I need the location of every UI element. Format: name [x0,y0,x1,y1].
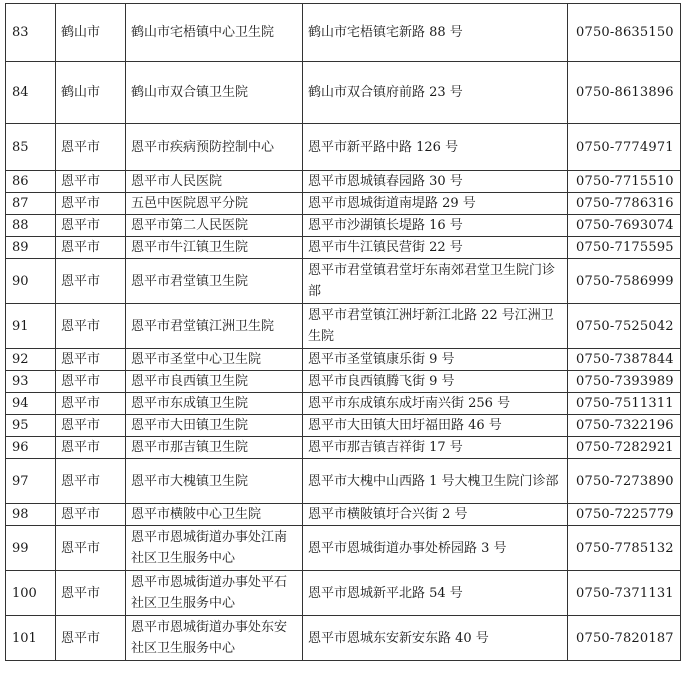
row-phone: 0750-8613896 [568,62,681,124]
row-city: 恩平市 [56,526,126,571]
row-address: 恩平市那吉镇吉祥街 17 号 [303,437,568,459]
row-phone: 0750-7785132 [568,526,681,571]
row-institution-name: 恩平市恩城街道办事处东安社区卫生服务中心 [126,616,303,661]
row-institution-name: 恩平市良西镇卫生院 [126,371,303,393]
row-number: 98 [6,504,56,526]
institutions-table [5,3,681,661]
table-row [6,459,681,504]
row-address: 恩平市沙湖镇长堤路 16 号 [303,215,568,237]
row-city: 恩平市 [56,304,126,349]
table-row [6,504,681,526]
table-body [6,4,681,661]
row-number: 101 [6,616,56,661]
row-city: 恩平市 [56,504,126,526]
row-phone: 0750-7387844 [568,349,681,371]
row-number: 93 [6,371,56,393]
row-institution-name: 恩平市人民医院 [126,171,303,193]
row-phone: 0750-7693074 [568,215,681,237]
row-phone: 0750-7393989 [568,371,681,393]
table-row [6,393,681,415]
row-address: 恩平市恩城街道办事处桥园路 3 号 [303,526,568,571]
table-row [6,215,681,237]
row-address: 鹤山市宅梧镇宅新路 88 号 [303,4,568,62]
row-city: 恩平市 [56,415,126,437]
row-city: 恩平市 [56,171,126,193]
row-city: 恩平市 [56,237,126,259]
row-number: 99 [6,526,56,571]
row-phone: 0750-7586999 [568,259,681,304]
row-institution-name: 鹤山市双合镇卫生院 [126,62,303,124]
row-institution-name: 五邑中医院恩平分院 [126,193,303,215]
row-city: 鹤山市 [56,62,126,124]
row-address: 恩平市牛江镇民营街 22 号 [303,237,568,259]
row-institution-name: 恩平市大槐镇卫生院 [126,459,303,504]
row-address: 恩平市大田镇大田圩福田路 46 号 [303,415,568,437]
row-institution-name: 恩平市横陂中心卫生院 [126,504,303,526]
row-institution-name: 恩平市牛江镇卫生院 [126,237,303,259]
table-row [6,349,681,371]
row-number: 96 [6,437,56,459]
table-row [6,437,681,459]
row-phone: 0750-7371131 [568,571,681,616]
table-row [6,237,681,259]
row-institution-name: 恩平市大田镇卫生院 [126,415,303,437]
row-phone: 0750-7525042 [568,304,681,349]
row-institution-name: 恩平市恩城街道办事处江南社区卫生服务中心 [126,526,303,571]
row-city: 恩平市 [56,371,126,393]
table-row [6,259,681,304]
table-row [6,62,681,124]
row-number: 97 [6,459,56,504]
row-phone: 0750-7774971 [568,124,681,171]
row-address: 恩平市恩城镇春园路 30 号 [303,171,568,193]
row-city: 恩平市 [56,437,126,459]
table-row [6,415,681,437]
row-institution-name: 恩平市疾病预防控制中心 [126,124,303,171]
row-phone: 0750-7282921 [568,437,681,459]
row-address: 恩平市恩城东安新安东路 40 号 [303,616,568,661]
table-row [6,193,681,215]
row-institution-name: 恩平市恩城街道办事处平石社区卫生服务中心 [126,571,303,616]
row-institution-name: 恩平市第二人民医院 [126,215,303,237]
row-phone: 0750-7820187 [568,616,681,661]
row-number: 95 [6,415,56,437]
row-institution-name: 恩平市东成镇卫生院 [126,393,303,415]
table-row [6,124,681,171]
row-address: 鹤山市双合镇府前路 23 号 [303,62,568,124]
row-city: 恩平市 [56,215,126,237]
row-number: 88 [6,215,56,237]
row-phone: 0750-7786316 [568,193,681,215]
row-city: 恩平市 [56,571,126,616]
table-row [6,4,681,62]
row-number: 87 [6,193,56,215]
row-number: 90 [6,259,56,304]
row-city: 恩平市 [56,393,126,415]
row-number: 92 [6,349,56,371]
row-institution-name: 恩平市那吉镇卫生院 [126,437,303,459]
row-number: 100 [6,571,56,616]
row-number: 85 [6,124,56,171]
row-address: 恩平市新平路中路 126 号 [303,124,568,171]
row-phone: 0750-7175595 [568,237,681,259]
row-address: 恩平市良西镇腾飞街 9 号 [303,371,568,393]
row-address: 恩平市横陂镇圩合兴街 2 号 [303,504,568,526]
row-city: 恩平市 [56,259,126,304]
row-institution-name: 恩平市君堂镇卫生院 [126,259,303,304]
row-phone: 0750-8635150 [568,4,681,62]
row-city: 鹤山市 [56,4,126,62]
row-number: 83 [6,4,56,62]
table-row [6,526,681,571]
row-number: 84 [6,62,56,124]
row-phone: 0750-7273890 [568,459,681,504]
row-city: 恩平市 [56,124,126,171]
row-address: 恩平市恩城街道南堤路 29 号 [303,193,568,215]
row-phone: 0750-7715510 [568,171,681,193]
row-institution-name: 恩平市圣堂中心卫生院 [126,349,303,371]
row-city: 恩平市 [56,616,126,661]
row-number: 91 [6,304,56,349]
row-city: 恩平市 [56,193,126,215]
row-phone: 0750-7322196 [568,415,681,437]
row-institution-name: 鹤山市宅梧镇中心卫生院 [126,4,303,62]
row-number: 94 [6,393,56,415]
row-city: 恩平市 [56,459,126,504]
table-row [6,371,681,393]
table-row [6,616,681,661]
row-address: 恩平市东成镇东成圩南兴街 256 号 [303,393,568,415]
row-address: 恩平市君堂镇君堂圩东南郊君堂卫生院门诊部 [303,259,568,304]
row-address: 恩平市大槐中山西路 1 号大槐卫生院门诊部 [303,459,568,504]
row-number: 89 [6,237,56,259]
row-address: 恩平市恩城新平北路 54 号 [303,571,568,616]
row-address: 恩平市君堂镇江洲圩新江北路 22 号江洲卫生院 [303,304,568,349]
row-phone: 0750-7225779 [568,504,681,526]
row-institution-name: 恩平市君堂镇江洲卫生院 [126,304,303,349]
table-row [6,171,681,193]
row-address: 恩平市圣堂镇康乐街 9 号 [303,349,568,371]
row-city: 恩平市 [56,349,126,371]
row-number: 86 [6,171,56,193]
row-phone: 0750-7511311 [568,393,681,415]
table-row [6,571,681,616]
table-row [6,304,681,349]
